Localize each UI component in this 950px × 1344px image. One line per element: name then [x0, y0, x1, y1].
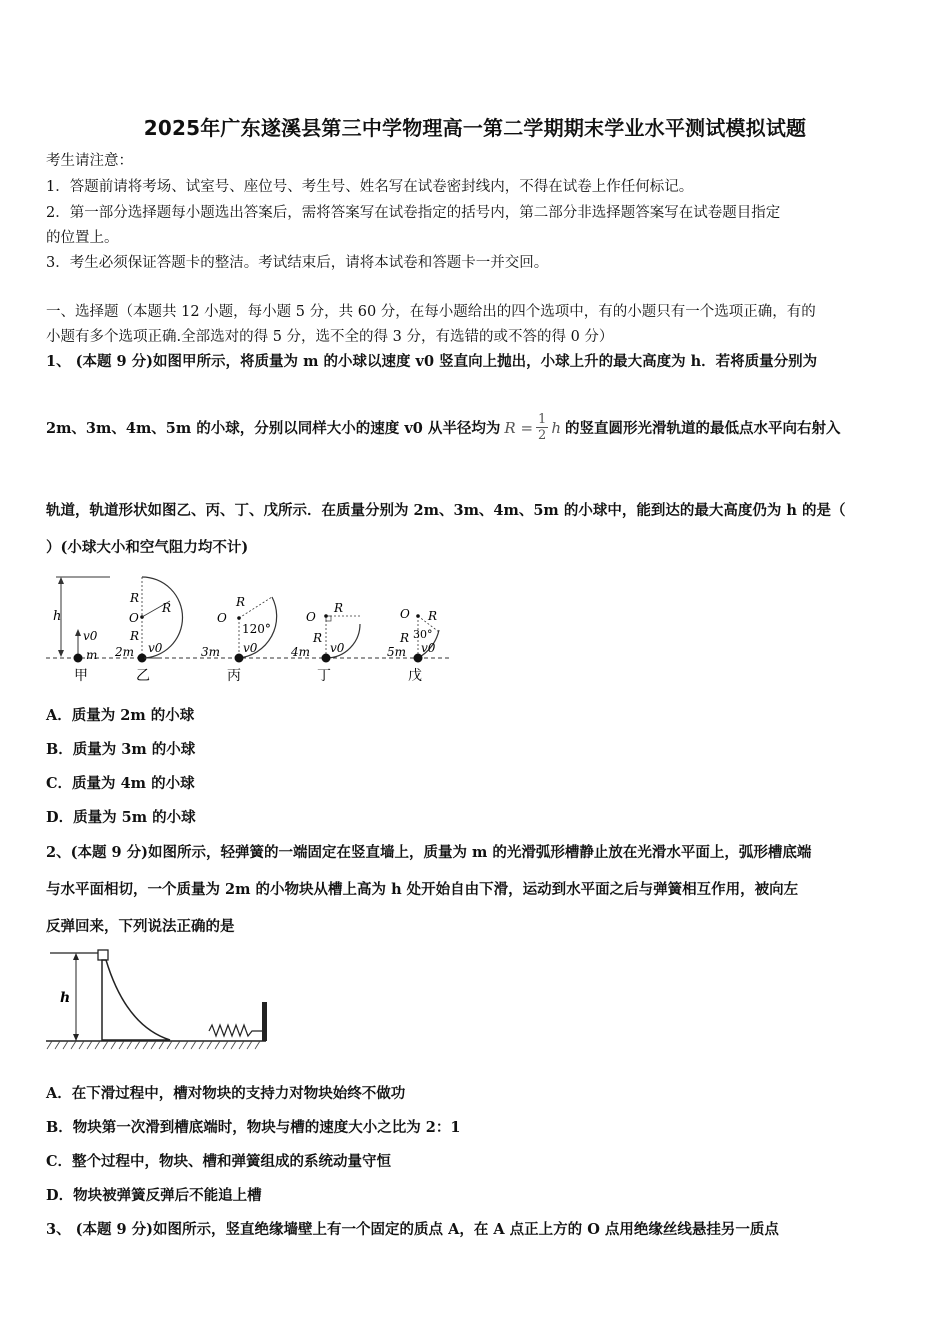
- label-wu: 戊: [408, 668, 422, 684]
- svg-text:R: R: [400, 631, 410, 645]
- notice-item: 3．考生必须保证答题卡的整洁。考试结束后，请将本试卷和答题卡一并交回。: [46, 255, 549, 271]
- svg-text:v0: v0: [243, 641, 258, 655]
- svg-text:R: R: [130, 591, 140, 605]
- formula-denominator: 2: [538, 428, 547, 443]
- svg-text:R: R: [162, 601, 172, 615]
- arc-groove: [102, 960, 170, 1040]
- svg-text:O: O: [129, 611, 139, 625]
- label-ding: 丁: [317, 668, 331, 684]
- svg-text:O: O: [217, 611, 227, 625]
- notice-item: 的位置上。: [46, 230, 119, 246]
- question-1-text: 的竖直圆形光滑轨道的最低点水平向右射入: [564, 420, 841, 437]
- option-a[interactable]: A．在下滑过程中，槽对物块的支持力对物块始终不做功: [46, 1085, 406, 1102]
- option-b[interactable]: B．质量为 3m 的小球: [46, 741, 196, 758]
- option-c[interactable]: C．质量为 4m 的小球: [46, 775, 195, 792]
- notice-item: 2．第一部分选择题每小题选出答案后，需将答案写在试卷指定的括号内，第二部分非选择题答案写在试卷题目指定: [46, 205, 781, 221]
- question-1-text: ）(小球大小和空气阻力均不计): [46, 539, 249, 556]
- question-2-text: 反弹回来，下列说法正确的是: [46, 918, 235, 935]
- label-bing: 丙: [227, 668, 241, 684]
- notice-heading: 考生请注意：: [46, 153, 133, 169]
- section-intro: 小题有多个选项正确.全部选对的得 5 分，选不全的得 3 分，有选错的或不答的得 0 分）: [46, 329, 614, 345]
- svg-text:v0: v0: [421, 641, 436, 655]
- block: [98, 950, 108, 960]
- option-d[interactable]: D．质量为 5m 的小球: [46, 809, 196, 826]
- section-intro: 一、选择题（本题共 12 小题，每小题 5 分，共 60 分，在每小题给出的四个选项中，有的小题只有一个选项正确，有的: [46, 304, 816, 320]
- spring: [209, 1025, 262, 1036]
- svg-text:R: R: [236, 595, 246, 609]
- option-c[interactable]: C．整个过程中，物块、槽和弹簧组成的系统动量守恒: [46, 1153, 392, 1170]
- svg-text:4m: 4m: [291, 645, 311, 659]
- svg-text:120°: 120°: [242, 622, 271, 636]
- formula-lhs: R =: [504, 418, 534, 437]
- svg-text:O: O: [306, 610, 316, 624]
- formula-variable: h: [551, 418, 561, 437]
- label-yi: 乙: [136, 668, 150, 684]
- svg-text:v0: v0: [330, 641, 345, 655]
- formula-fraction: [536, 412, 548, 443]
- question-1-line-2: [46, 412, 906, 443]
- h-label: h: [60, 990, 71, 1006]
- svg-text:R: R: [313, 631, 323, 645]
- svg-text:30°: 30°: [413, 628, 433, 641]
- option-a[interactable]: A．质量为 2m 的小球: [46, 707, 195, 724]
- question-2-text: 2、(本题 9 分)如图所示，轻弹簧的一端固定在竖直墙上，质量为 m 的光滑弧形槽静止放在光滑水平面上，弧形槽底端: [46, 844, 812, 861]
- question-1-text: 2m、3m、4m、5m 的小球，分别以同样大小的速度 v0 从半径均为: [46, 420, 501, 437]
- question-1-text: 1、 (本题 9 分)如图甲所示，将质量为 m 的小球以速度 v0 竖直向上抛出，小球上升的最大高度为 h．若将质量分别为: [46, 353, 818, 370]
- m-label: m: [86, 648, 98, 662]
- question-2-text: 与水平面相切，一个质量为 2m 的小物块从槽上高为 h 处开始自由下滑，运动到水平面之后与弹簧相互作用，被向左: [46, 881, 799, 898]
- svg-text:R: R: [130, 629, 140, 643]
- svg-text:R: R: [334, 601, 344, 615]
- notice-item: 1．答题前请将考场、试室号、座位号、考生号、姓名写在试卷密封线内，不得在试卷上作任何标记。: [46, 179, 694, 195]
- v0-label: v0: [83, 629, 98, 643]
- svg-text:3m: 3m: [201, 645, 221, 659]
- question-3-text: 3、 (本题 9 分)如图所示，竖直绝缘墙壁上有一个固定的质点 A，在 A 点正上方的 O 点用绝缘丝线悬挂另一质点: [46, 1221, 779, 1238]
- option-b[interactable]: B．物块第一次滑到槽底端时，物块与槽的速度大小之比为 2：1: [46, 1119, 461, 1136]
- svg-text:5m: 5m: [387, 645, 407, 659]
- radius-formula: [504, 412, 561, 443]
- page-title: 2025年广东遂溪县第三中学物理高一第二学期期末学业水平测试模拟试题: [143, 116, 807, 140]
- question-1-text: 轨道，轨道形状如图乙、丙、丁、戊所示．在质量分别为 2m、3m、4m、5m 的小球中，能到达的最大高度仍为 h 的是（: [46, 502, 846, 519]
- wall: [262, 1002, 267, 1041]
- question-1-figure: [40, 570, 460, 690]
- svg-text:R: R: [428, 609, 438, 623]
- svg-text:O: O: [400, 607, 410, 621]
- option-d[interactable]: D．物块被弹簧反弹后不能追上槽: [46, 1187, 262, 1204]
- label-jia: 甲: [74, 668, 88, 684]
- svg-text:v0: v0: [148, 641, 163, 655]
- formula-numerator: 1: [538, 412, 547, 427]
- question-2-figure: [44, 946, 274, 1056]
- ball-m: [74, 654, 83, 663]
- svg-text:2m: 2m: [115, 645, 135, 659]
- h-label: h: [53, 609, 62, 624]
